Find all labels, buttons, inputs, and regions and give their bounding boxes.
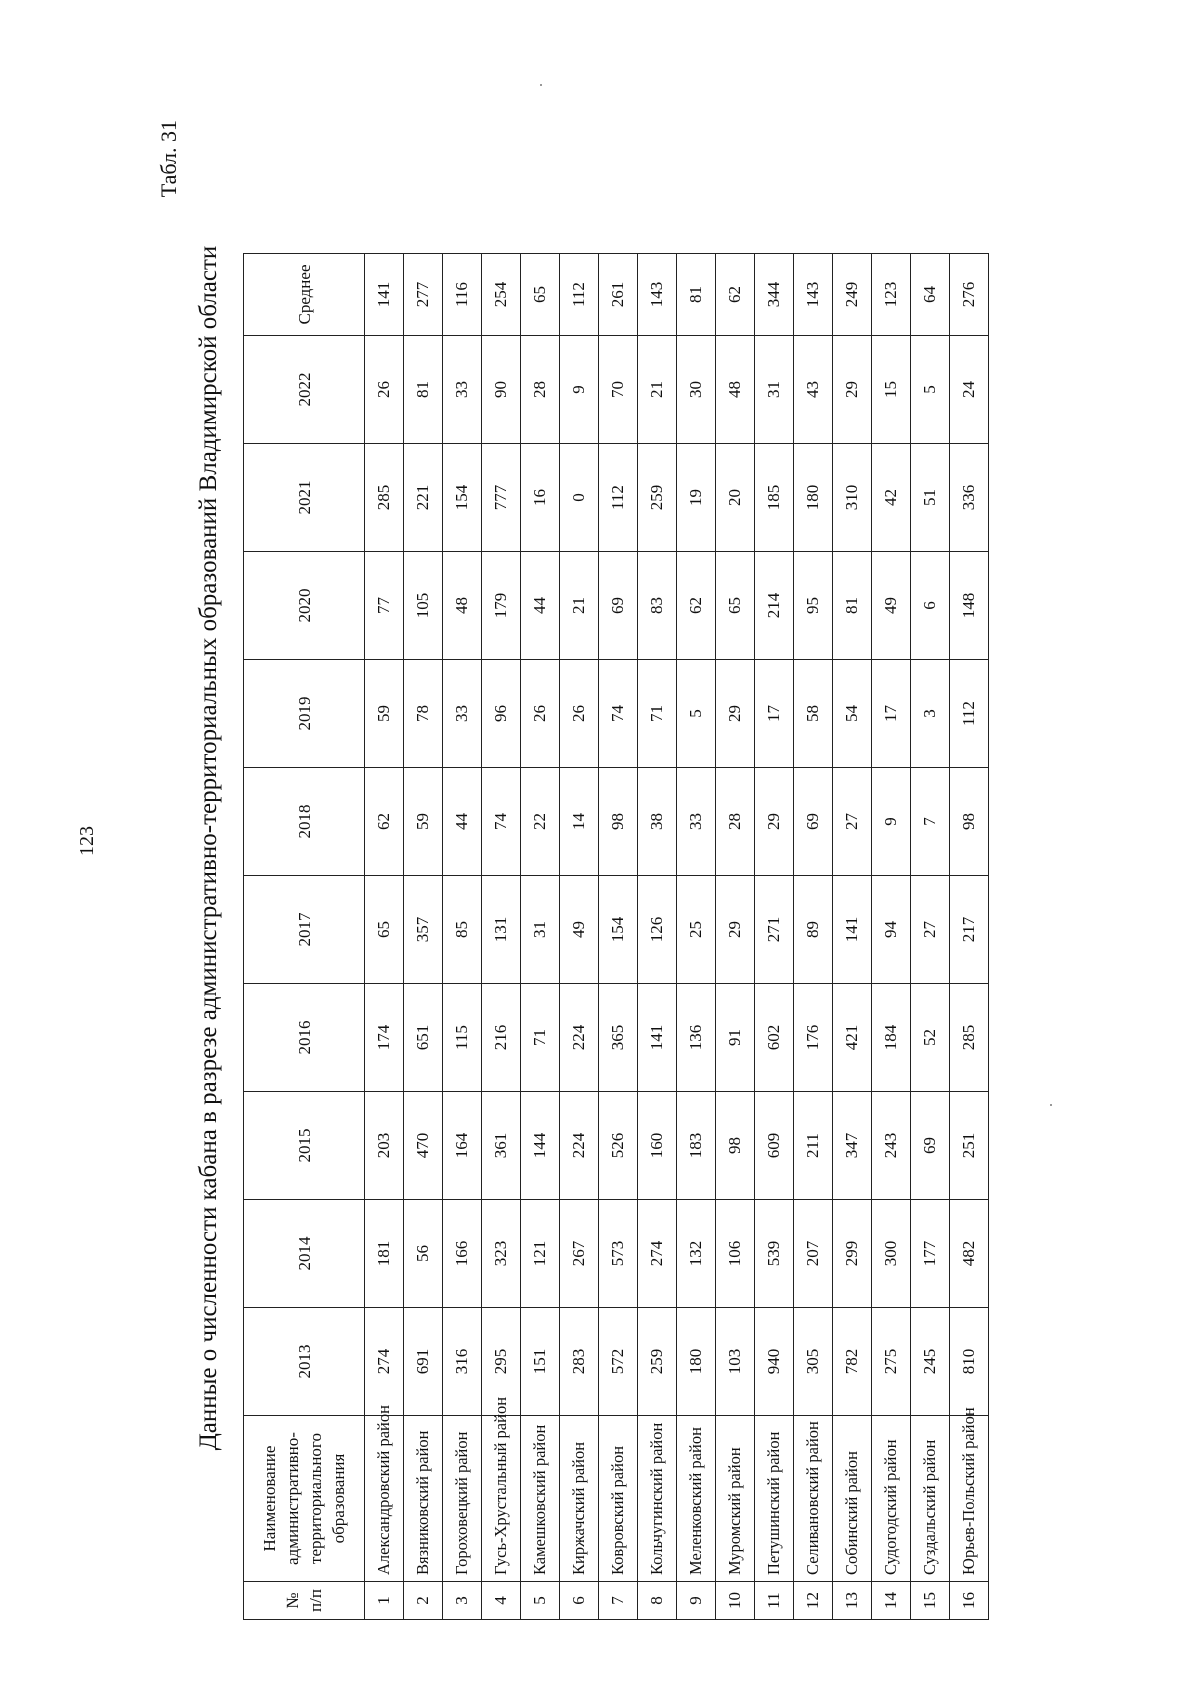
table-row [716, 254, 755, 1620]
year-value-cell: 184 [872, 984, 911, 1092]
year-value-cell: 295 [482, 1308, 521, 1416]
year-value-cell: 336 [950, 444, 989, 552]
header-number-symbol: № [283, 1592, 302, 1609]
district-name: Александровский район [365, 1416, 404, 1582]
year-value-cell: 103 [716, 1308, 755, 1416]
year-value-cell: 609 [755, 1092, 794, 1200]
year-value-cell: 305 [794, 1308, 833, 1416]
table-row [911, 254, 950, 1620]
year-value-cell: 361 [482, 1092, 521, 1200]
table-body [365, 254, 989, 1620]
header-year: 2020 [244, 552, 365, 660]
year-value-cell: 7 [911, 768, 950, 876]
year-value-cell: 224 [560, 984, 599, 1092]
year-value-cell: 539 [755, 1200, 794, 1308]
header-year: 2019 [244, 660, 365, 768]
year-value-cell: 20 [716, 444, 755, 552]
row-number: 6 [560, 1582, 599, 1620]
header-year: 2017 [244, 876, 365, 984]
year-value-cell: 69 [794, 768, 833, 876]
average-value-cell: 143 [638, 254, 677, 336]
header-number [244, 1582, 365, 1620]
table-row [755, 254, 794, 1620]
year-value-cell: 26 [521, 660, 560, 768]
year-value-cell: 0 [560, 444, 599, 552]
average-value-cell: 277 [404, 254, 443, 336]
year-value-cell: 151 [521, 1308, 560, 1416]
year-value-cell: 6 [911, 552, 950, 660]
year-value-cell: 271 [755, 876, 794, 984]
year-value-cell: 26 [365, 336, 404, 444]
year-value-cell: 224 [560, 1092, 599, 1200]
year-value-cell: 106 [716, 1200, 755, 1308]
row-number: 5 [521, 1582, 560, 1620]
year-value-cell: 691 [404, 1308, 443, 1416]
year-value-cell: 285 [950, 984, 989, 1092]
year-value-cell: 71 [638, 660, 677, 768]
average-value-cell: 62 [716, 254, 755, 336]
row-number: 4 [482, 1582, 521, 1620]
year-value-cell: 28 [521, 336, 560, 444]
district-name: Собинский район [833, 1416, 872, 1582]
year-value-cell: 300 [872, 1200, 911, 1308]
year-value-cell: 44 [443, 768, 482, 876]
year-value-cell: 52 [911, 984, 950, 1092]
row-number: 15 [911, 1582, 950, 1620]
table-row [560, 254, 599, 1620]
year-value-cell: 29 [833, 336, 872, 444]
year-value-cell: 21 [560, 552, 599, 660]
table-row [638, 254, 677, 1620]
average-value-cell: 64 [911, 254, 950, 336]
year-value-cell: 115 [443, 984, 482, 1092]
scan-speck [1050, 1104, 1052, 1106]
table-row [833, 254, 872, 1620]
year-value-cell: 69 [599, 552, 638, 660]
year-value-cell: 285 [365, 444, 404, 552]
year-value-cell: 74 [482, 768, 521, 876]
district-name: Гусь-Хрустальный район [482, 1416, 521, 1582]
year-value-cell: 59 [365, 660, 404, 768]
header-name: Наименование административно-территориального образования [244, 1416, 365, 1582]
year-value-cell: 24 [950, 336, 989, 444]
district-name: Суздальский район [911, 1416, 950, 1582]
table-row [404, 254, 443, 1620]
year-value-cell: 211 [794, 1092, 833, 1200]
row-number: 3 [443, 1582, 482, 1620]
year-value-cell: 77 [365, 552, 404, 660]
year-value-cell: 49 [560, 876, 599, 984]
table-row [365, 254, 404, 1620]
district-name: Судогодский район [872, 1416, 911, 1582]
year-value-cell: 245 [911, 1308, 950, 1416]
year-value-cell: 470 [404, 1092, 443, 1200]
district-name: Кольчугинский район [638, 1416, 677, 1582]
year-value-cell: 126 [638, 876, 677, 984]
year-value-cell: 283 [560, 1308, 599, 1416]
year-value-cell: 274 [365, 1308, 404, 1416]
year-value-cell: 17 [755, 660, 794, 768]
table-row [482, 254, 521, 1620]
year-value-cell: 164 [443, 1092, 482, 1200]
row-number: 11 [755, 1582, 794, 1620]
year-value-cell: 15 [872, 336, 911, 444]
district-name: Ковровский район [599, 1416, 638, 1582]
year-value-cell: 21 [638, 336, 677, 444]
year-value-cell: 602 [755, 984, 794, 1092]
year-value-cell: 95 [794, 552, 833, 660]
average-value-cell: 143 [794, 254, 833, 336]
year-value-cell: 144 [521, 1092, 560, 1200]
year-value-cell: 5 [677, 660, 716, 768]
year-value-cell: 17 [872, 660, 911, 768]
row-number: 2 [404, 1582, 443, 1620]
row-number: 16 [950, 1582, 989, 1620]
table-row [950, 254, 989, 1620]
row-number: 1 [365, 1582, 404, 1620]
row-number: 9 [677, 1582, 716, 1620]
average-value-cell: 112 [560, 254, 599, 336]
table-header-row [244, 254, 365, 1620]
year-value-cell: 85 [443, 876, 482, 984]
header-year: 2016 [244, 984, 365, 1092]
year-value-cell: 19 [677, 444, 716, 552]
table-row [794, 254, 833, 1620]
year-value-cell: 3 [911, 660, 950, 768]
header-year: 2021 [244, 444, 365, 552]
year-value-cell: 259 [638, 444, 677, 552]
year-value-cell: 136 [677, 984, 716, 1092]
year-value-cell: 31 [755, 336, 794, 444]
year-value-cell: 98 [950, 768, 989, 876]
year-value-cell: 56 [404, 1200, 443, 1308]
district-name: Юрьев-Польский район [950, 1416, 989, 1582]
year-value-cell: 38 [638, 768, 677, 876]
year-value-cell: 105 [404, 552, 443, 660]
header-year: 2018 [244, 768, 365, 876]
district-name: Гороховецкий район [443, 1416, 482, 1582]
year-value-cell: 81 [404, 336, 443, 444]
district-name: Киржачский район [560, 1416, 599, 1582]
scan-speck [540, 84, 542, 86]
year-value-cell: 33 [443, 660, 482, 768]
year-value-cell: 90 [482, 336, 521, 444]
year-value-cell: 216 [482, 984, 521, 1092]
year-value-cell: 54 [833, 660, 872, 768]
year-value-cell: 181 [365, 1200, 404, 1308]
average-value-cell: 81 [677, 254, 716, 336]
average-value-cell: 276 [950, 254, 989, 336]
year-value-cell: 940 [755, 1308, 794, 1416]
year-value-cell: 98 [716, 1092, 755, 1200]
year-value-cell: 651 [404, 984, 443, 1092]
table-row [677, 254, 716, 1620]
year-value-cell: 251 [950, 1092, 989, 1200]
year-value-cell: 166 [443, 1200, 482, 1308]
district-name: Муромский район [716, 1416, 755, 1582]
average-value-cell: 344 [755, 254, 794, 336]
year-value-cell: 62 [677, 552, 716, 660]
year-value-cell: 180 [794, 444, 833, 552]
year-value-cell: 74 [599, 660, 638, 768]
data-table [243, 253, 989, 1620]
year-value-cell: 214 [755, 552, 794, 660]
year-value-cell: 33 [677, 768, 716, 876]
year-value-cell: 217 [950, 876, 989, 984]
year-value-cell: 94 [872, 876, 911, 984]
average-value-cell: 116 [443, 254, 482, 336]
average-value-cell: 249 [833, 254, 872, 336]
year-value-cell: 26 [560, 660, 599, 768]
year-value-cell: 44 [521, 552, 560, 660]
year-value-cell: 62 [365, 768, 404, 876]
year-value-cell: 29 [716, 660, 755, 768]
average-value-cell: 123 [872, 254, 911, 336]
district-name: Петушинский район [755, 1416, 794, 1582]
year-value-cell: 183 [677, 1092, 716, 1200]
year-value-cell: 59 [404, 768, 443, 876]
year-value-cell: 365 [599, 984, 638, 1092]
row-number: 13 [833, 1582, 872, 1620]
table-row [443, 254, 482, 1620]
district-name: Селивановский район [794, 1416, 833, 1582]
year-value-cell: 83 [638, 552, 677, 660]
average-value-cell: 254 [482, 254, 521, 336]
year-value-cell: 347 [833, 1092, 872, 1200]
year-value-cell: 482 [950, 1200, 989, 1308]
year-value-cell: 132 [677, 1200, 716, 1308]
year-value-cell: 16 [521, 444, 560, 552]
year-value-cell: 154 [599, 876, 638, 984]
year-value-cell: 121 [521, 1200, 560, 1308]
year-value-cell: 203 [365, 1092, 404, 1200]
year-value-cell: 70 [599, 336, 638, 444]
year-value-cell: 42 [872, 444, 911, 552]
average-value-cell: 141 [365, 254, 404, 336]
year-value-cell: 49 [872, 552, 911, 660]
year-value-cell: 29 [716, 876, 755, 984]
year-value-cell: 65 [716, 552, 755, 660]
document-title: Данные о численности кабана в разрезе административно-территориальных образований Владимирской области [195, 245, 222, 1451]
table-row [599, 254, 638, 1620]
header-year: 2013 [244, 1308, 365, 1416]
year-value-cell: 9 [872, 768, 911, 876]
header-year: 2015 [244, 1092, 365, 1200]
year-value-cell: 91 [716, 984, 755, 1092]
year-value-cell: 27 [833, 768, 872, 876]
year-value-cell: 777 [482, 444, 521, 552]
year-value-cell: 131 [482, 876, 521, 984]
year-value-cell: 810 [950, 1308, 989, 1416]
row-number: 12 [794, 1582, 833, 1620]
year-value-cell: 275 [872, 1308, 911, 1416]
year-value-cell: 78 [404, 660, 443, 768]
year-value-cell: 25 [677, 876, 716, 984]
year-value-cell: 267 [560, 1200, 599, 1308]
year-value-cell: 112 [599, 444, 638, 552]
year-value-cell: 782 [833, 1308, 872, 1416]
year-value-cell: 33 [443, 336, 482, 444]
year-value-cell: 9 [560, 336, 599, 444]
year-value-cell: 526 [599, 1092, 638, 1200]
row-number: 7 [599, 1582, 638, 1620]
year-value-cell: 14 [560, 768, 599, 876]
average-value-cell: 261 [599, 254, 638, 336]
year-value-cell: 174 [365, 984, 404, 1092]
year-value-cell: 28 [716, 768, 755, 876]
year-value-cell: 141 [638, 984, 677, 1092]
average-value-cell: 65 [521, 254, 560, 336]
year-value-cell: 98 [599, 768, 638, 876]
table-row [521, 254, 560, 1620]
row-number: 14 [872, 1582, 911, 1620]
year-value-cell: 573 [599, 1200, 638, 1308]
year-value-cell: 243 [872, 1092, 911, 1200]
year-value-cell: 43 [794, 336, 833, 444]
year-value-cell: 112 [950, 660, 989, 768]
year-value-cell: 177 [911, 1200, 950, 1308]
year-value-cell: 154 [443, 444, 482, 552]
year-value-cell: 30 [677, 336, 716, 444]
year-value-cell: 572 [599, 1308, 638, 1416]
year-value-cell: 81 [833, 552, 872, 660]
year-value-cell: 51 [911, 444, 950, 552]
year-value-cell: 176 [794, 984, 833, 1092]
year-value-cell: 29 [755, 768, 794, 876]
district-name: Меленковский район [677, 1416, 716, 1582]
year-value-cell: 31 [521, 876, 560, 984]
district-name: Камешковский район [521, 1416, 560, 1582]
year-value-cell: 259 [638, 1308, 677, 1416]
year-value-cell: 141 [833, 876, 872, 984]
district-name: Вязниковский район [404, 1416, 443, 1582]
year-value-cell: 221 [404, 444, 443, 552]
year-value-cell: 71 [521, 984, 560, 1092]
year-value-cell: 89 [794, 876, 833, 984]
year-value-cell: 185 [755, 444, 794, 552]
year-value-cell: 148 [950, 552, 989, 660]
year-value-cell: 48 [443, 552, 482, 660]
year-value-cell: 27 [911, 876, 950, 984]
year-value-cell: 299 [833, 1200, 872, 1308]
year-value-cell: 69 [911, 1092, 950, 1200]
table-label: Табл. 31 [156, 120, 181, 198]
page-number: 123 [76, 826, 98, 856]
year-value-cell: 96 [482, 660, 521, 768]
year-value-cell: 65 [365, 876, 404, 984]
row-number: 8 [638, 1582, 677, 1620]
row-number: 10 [716, 1582, 755, 1620]
year-value-cell: 5 [911, 336, 950, 444]
year-value-cell: 310 [833, 444, 872, 552]
year-value-cell: 421 [833, 984, 872, 1092]
year-value-cell: 357 [404, 876, 443, 984]
table-row [872, 254, 911, 1620]
header-year: 2022 [244, 336, 365, 444]
year-value-cell: 58 [794, 660, 833, 768]
year-value-cell: 22 [521, 768, 560, 876]
header-year: 2014 [244, 1200, 365, 1308]
year-value-cell: 180 [677, 1308, 716, 1416]
year-value-cell: 160 [638, 1092, 677, 1200]
header-average: Среднее [244, 254, 365, 336]
year-value-cell: 48 [716, 336, 755, 444]
header-number-abbr: п/п [306, 1589, 325, 1612]
year-value-cell: 323 [482, 1200, 521, 1308]
year-value-cell: 179 [482, 552, 521, 660]
year-value-cell: 274 [638, 1200, 677, 1308]
year-value-cell: 316 [443, 1308, 482, 1416]
year-value-cell: 207 [794, 1200, 833, 1308]
